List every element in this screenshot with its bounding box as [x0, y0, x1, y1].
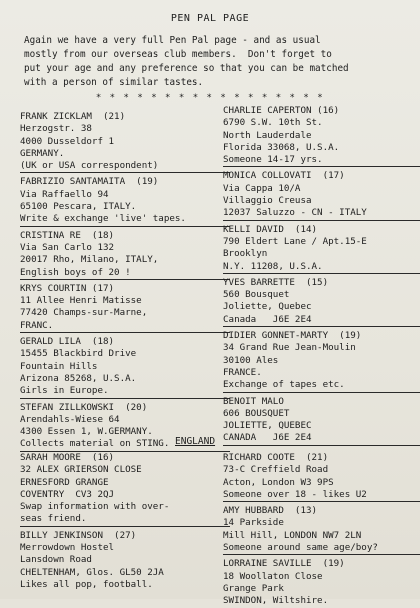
pen-pal-line: Joliette, Quebec — [223, 301, 312, 313]
pen-pal-line: Arizona 85268, U.S.A. — [20, 372, 137, 384]
pen-pal-line: COVENTRY CV3 2QJ — [20, 488, 115, 500]
pen-pal-name: KELLI DAVID (14) — [223, 223, 318, 235]
pen-pal-name: DIDIER GONNET-MARTY (19) — [223, 330, 362, 342]
pen-pal-name: SARAH MOORE (16) — [20, 452, 115, 463]
pen-pal-line: Grange Park — [223, 582, 284, 594]
pen-pal-line: 34 Grand Rue Jean-Moulin — [223, 342, 356, 354]
pen-pal-name: RICHARD COOTE (21) — [223, 452, 329, 463]
pen-pal-line: Brooklyn — [223, 248, 268, 260]
pen-pal-entry — [20, 282, 230, 333]
pen-pal-line: Canada J6E 2E4 — [223, 313, 312, 325]
pen-pal-entry — [223, 395, 420, 446]
pen-pal-line: Exchange of tapes etc. — [223, 379, 345, 391]
right-column — [223, 104, 420, 448]
pen-pal-line: GERMANY. — [20, 147, 65, 159]
pen-pal-entry — [20, 110, 230, 173]
pen-pal-line: Lansdown Road — [20, 554, 92, 566]
pen-pal-line: Via Raffaello 94 — [20, 188, 109, 200]
pen-pal-line: CHELTENHAM, Glos. GL50 2JA — [20, 566, 164, 578]
pen-pal-name: FRANK ZICKLAM (21) — [20, 111, 126, 122]
intro-paragraph: Again we have a very full Pen Pal page - and as usual mostly from our overseas club members. Don't forget to put your age and any preference so that you can be matched with a person of similar tastes. — [24, 35, 349, 88]
pen-pal-entry — [20, 175, 230, 226]
pen-pal-name: MONICA COLLOVATI (17) — [223, 170, 345, 182]
pen-pal-entry — [20, 529, 230, 591]
pen-pal-line: 15455 Blackbird Drive — [20, 348, 137, 360]
pen-pal-name: GERALD LILA (18) — [20, 336, 115, 348]
pen-pal-line: 6790 S.W. 10th St. — [223, 117, 323, 129]
star-separator: * * * * * * * * * * * * * * * * * — [95, 93, 325, 103]
pen-pal-line: 12037 Saluzzo - CN - ITALY — [223, 207, 367, 219]
pen-pal-line: FRANC. — [20, 319, 54, 331]
england-heading: ENGLAND — [175, 436, 216, 447]
pen-pal-line: JOLIETTE, QUEBEC — [223, 420, 312, 432]
pen-pal-line: Someone over 18 - likes U2 — [223, 488, 367, 500]
pen-pal-line: 790 Eldert Lane / Apt.15-E — [223, 235, 367, 247]
pen-pal-name: FABRIZIO SANTAMAITA (19) — [20, 176, 159, 188]
pen-pal-line: 20017 Rho, Milano, ITALY, — [20, 254, 159, 266]
pen-pal-line: North Lauderdale — [223, 129, 312, 141]
left-column — [20, 110, 230, 454]
pen-pal-line: Girls in Europe. — [20, 385, 109, 397]
pen-pal-line: 32 ALEX GRIERSON CLOSE — [20, 464, 142, 476]
pen-pal-line: Swap information with over- — [20, 501, 170, 513]
pen-pal-line: 14 Parkside — [223, 517, 284, 529]
pen-pal-name: BILLY JENKINSON (27) — [20, 529, 137, 541]
pen-pal-line: 4000 Dusseldorf 1 — [20, 135, 115, 147]
pen-pal-line: Write & exchange 'live' tapes. — [20, 213, 186, 225]
page-title: PEN PAL PAGE — [170, 13, 250, 24]
pen-pal-line: Herzogstr. 38 — [20, 123, 92, 135]
pen-pal-line: Fountain Hills — [20, 360, 98, 372]
pen-pal-line: 606 BOUSQUET — [223, 407, 290, 419]
pen-pal-name: LORRAINE SAVILLE (19) — [223, 558, 345, 570]
pen-pal-line: 18 Woollaton Close — [223, 570, 323, 582]
pen-pal-line: FRANCE. — [223, 366, 262, 378]
pen-pal-name: CRISTINA RE (18) — [20, 229, 115, 241]
pen-pal-line: SWINDON, Wiltshire. — [223, 595, 329, 607]
pen-pal-line: Collects material on STING. — [20, 438, 170, 450]
england-left-column — [20, 451, 230, 591]
pen-pal-entry — [20, 451, 230, 527]
pen-pal-line: CANADA J6E 2E4 — [223, 432, 312, 444]
pen-pal-name: BENOIT MALO — [223, 395, 284, 407]
pen-pal-line: N.Y. 11208, U.S.A. — [223, 260, 323, 272]
pen-pal-line: 30100 Ales — [223, 354, 279, 366]
pen-pal-line: 77420 Champs-sur-Marne, — [20, 307, 148, 319]
pen-pal-entry — [20, 229, 230, 280]
pen-pal-name: AMY HUBBARD (13) — [223, 505, 318, 517]
pen-pal-line: (UK or USA correspondent) — [20, 160, 159, 172]
pen-pal-line: English boys of 20 ! — [20, 266, 131, 278]
pen-pal-line: 73-C Creffield Road — [223, 464, 329, 476]
pen-pal-line: 65100 Pescara, ITALY. — [20, 201, 137, 213]
pen-pal-line: Arendahls-Wiese 64 — [20, 413, 120, 425]
pen-pal-line: Someone around same age/boy? — [223, 542, 378, 554]
pen-pal-line: Acton, London W3 9PS — [223, 476, 334, 488]
pen-pal-line: Likes all pop, football. — [20, 578, 153, 590]
pen-pal-line: Someone 14-17 yrs. — [223, 154, 323, 166]
pen-pal-name: STEFAN ZILLKOWSKI (20) — [20, 401, 148, 413]
pen-pal-line: Via Cappa 10/A — [223, 182, 301, 194]
pen-pal-line: Florida 33068, U.S.A. — [223, 141, 340, 153]
pen-pal-name: KRYS COURTIN (17) — [20, 282, 115, 294]
pen-pal-line: seas friend. — [20, 513, 87, 525]
pen-pal-entry — [223, 169, 420, 220]
pen-pal-entry — [223, 557, 420, 607]
pen-pal-name: CHARLIE CAPERTON (16) — [223, 105, 340, 116]
pen-pal-name: YVES BARRETTE (15) — [223, 276, 329, 288]
pen-pal-entry — [223, 223, 420, 274]
pen-pal-line: 560 Bousquet — [223, 289, 290, 301]
pen-pal-line: Villaggio Creusa — [223, 195, 312, 207]
pen-pal-line: Mill Hill, LONDON NW7 2LN — [223, 529, 362, 541]
pen-pal-entry — [223, 451, 420, 502]
pen-pal-entry — [223, 329, 420, 392]
pen-pal-entry — [223, 104, 420, 167]
pen-pal-entry — [223, 504, 420, 555]
pen-pal-line: Merrowdown Hostel — [20, 542, 115, 554]
pen-pal-entry — [223, 276, 420, 327]
pen-pal-line: 4300 Essen 1, W.GERMANY. — [20, 426, 153, 438]
england-right-column — [223, 451, 420, 608]
pen-pal-line: ERNESFORD GRANGE — [20, 476, 109, 488]
pen-pal-line: Via San Carlo 132 — [20, 241, 115, 253]
pen-pal-entry — [20, 335, 230, 398]
pen-pal-line: 11 Allee Henri Matisse — [20, 295, 142, 307]
